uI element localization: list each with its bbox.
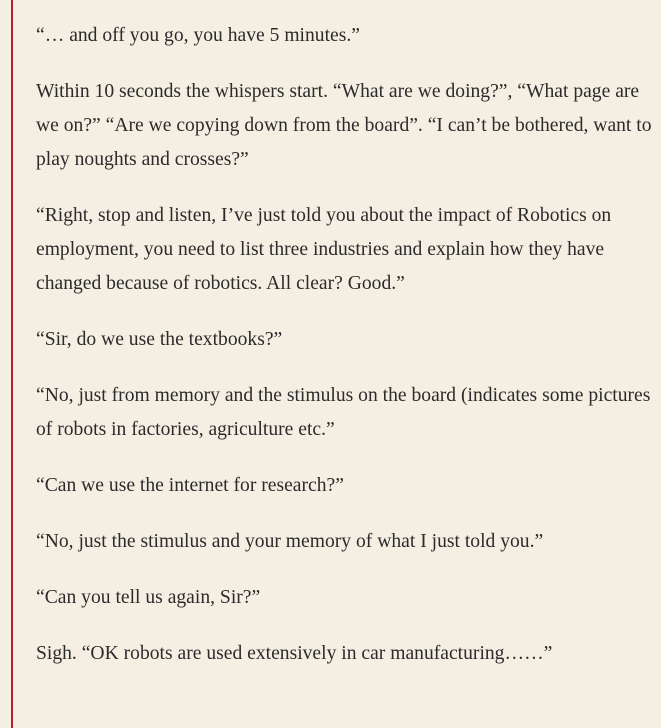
- paragraph-textbooks-question: “Sir, do we use the textbooks?”: [36, 329, 283, 350]
- paragraph-whispers: Within 10 seconds the whispers start. “What are we doing?”, “What page are we on?” “Are we copying down from the board”. “I can’t be bothered, want to play noughts and crosses?”: [36, 81, 652, 170]
- paragraph-sigh: Sigh. “OK robots are used extensively in car manufacturing……”: [36, 643, 553, 664]
- blockquote: [36, 19, 652, 693]
- paragraph-instructions: “Right, stop and listen, I’ve just told you about the impact of Robotics on employment, you need to list three industries and explain how they have changed because of robotics. All clear? Good.”: [36, 205, 612, 294]
- paragraph-stimulus-answer: “No, just the stimulus and your memory of what I just told you.”: [36, 531, 544, 552]
- paragraph-memory-answer: “No, just from memory and the stimulus on the board (indicates some pictures of robots in factories, agriculture etc.”: [36, 385, 651, 440]
- paragraph-internet-question: “Can we use the internet for research?”: [36, 475, 344, 496]
- paragraph-repeat-question: “Can you tell us again, Sir?”: [36, 587, 261, 608]
- blockquote-rule: [11, 0, 13, 728]
- paragraph-intro: “… and off you go, you have 5 minutes.”: [36, 25, 360, 46]
